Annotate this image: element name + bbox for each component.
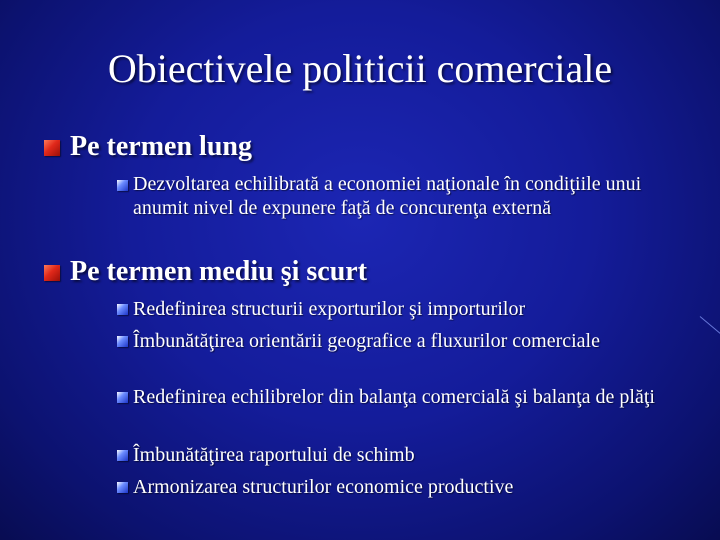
blue-square-bullet-icon: [117, 392, 128, 403]
section-heading-medium-short-term: Pe termen mediu şi scurt: [70, 256, 368, 287]
list-item: Redefinirea structurii exporturilor şi importurilor: [133, 298, 526, 320]
list-item: Îmbunătăţirea orientării geografice a fluxurilor comerciale: [133, 330, 600, 352]
blue-square-bullet-icon: [117, 482, 128, 493]
list-item: Redefinirea echilibrelor din balanţa comercială şi balanţa de plăţi: [133, 386, 655, 408]
red-square-bullet-icon: [44, 140, 60, 156]
red-square-bullet-icon: [44, 265, 60, 281]
list-item: Dezvoltarea echilibrată a economiei naţionale în condiţiile unui anumit nivel de expunere faţă de concurenţa externă: [133, 173, 642, 219]
blue-square-bullet-icon: [117, 450, 128, 461]
slide-title: Obiectivele politicii comerciale: [107, 46, 613, 91]
list-item: Îmbunătăţirea raportului de schimb: [133, 444, 415, 466]
blue-square-bullet-icon: [117, 336, 128, 347]
section-heading-long-term: Pe termen lung: [70, 131, 252, 162]
blue-square-bullet-icon: [117, 180, 128, 191]
blue-square-bullet-icon: [117, 304, 128, 315]
decorative-line: [700, 316, 720, 336]
list-item: Armonizarea structurilor economice productive: [133, 476, 514, 498]
